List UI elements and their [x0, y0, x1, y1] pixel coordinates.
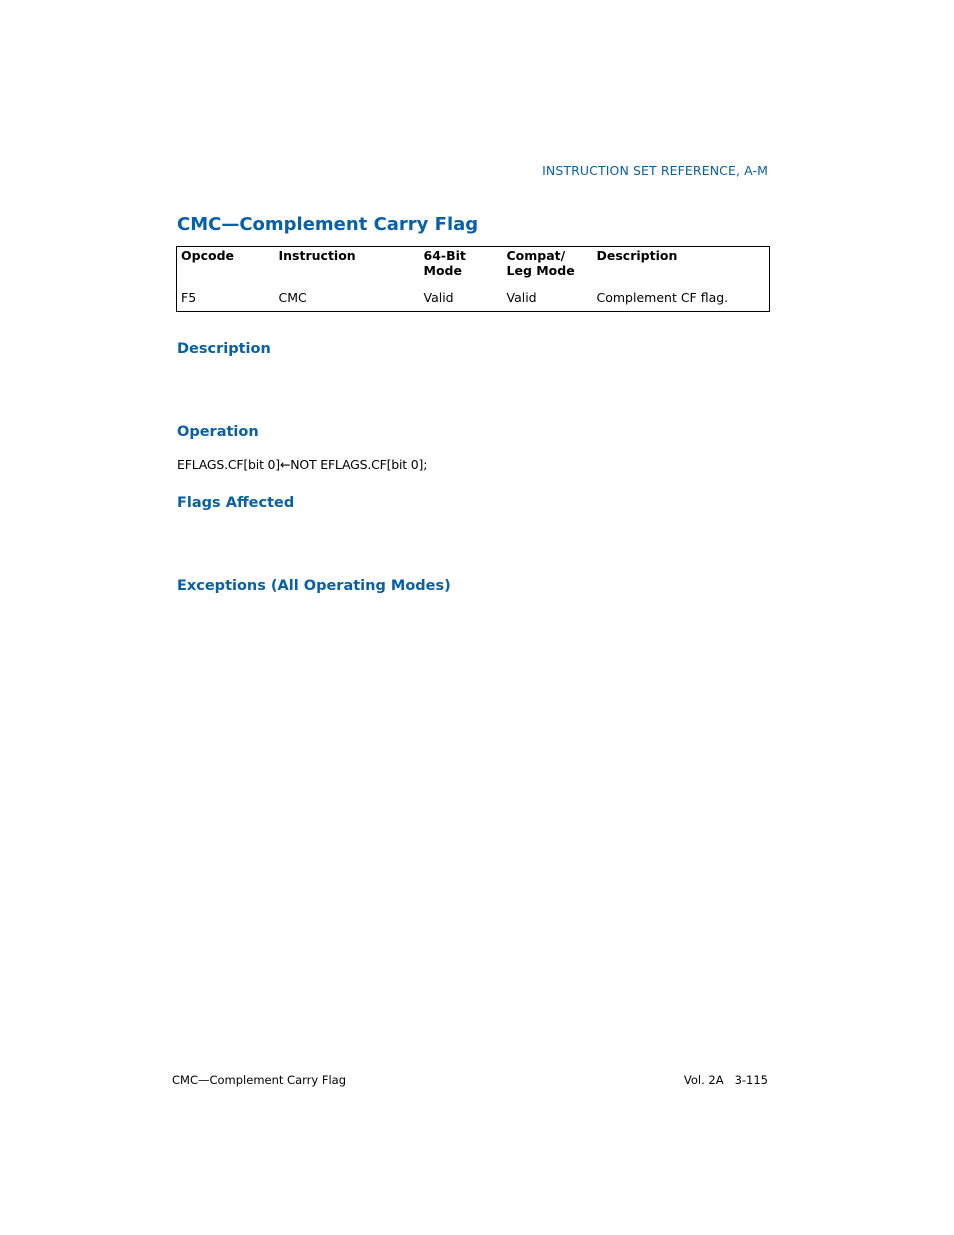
footer-page-number: Vol. 2A 3-115	[683, 1073, 768, 1087]
header-64-bit-mode: 64-Bit Mode	[423, 248, 466, 278]
cell-description: Complement CF flag.	[596, 290, 729, 305]
table-header-row	[177, 247, 770, 289]
section-heading-flags-affected: Flags Affected	[177, 495, 295, 511]
table-row	[177, 288, 770, 312]
footer-title: CMC—Complement Carry Flag	[172, 1073, 346, 1087]
header-opcode: Opcode	[181, 248, 234, 263]
cell-instruction: CMC	[278, 290, 307, 305]
section-heading-description: Description	[177, 341, 271, 357]
section-heading-exceptions: Exceptions (All Operating Modes)	[177, 578, 451, 594]
header-description: Description	[596, 248, 678, 263]
header-instruction: Instruction	[278, 248, 356, 263]
opcode-table	[176, 246, 770, 312]
page-title: CMC—Complement Carry Flag	[177, 214, 479, 235]
cell-opcode: F5	[181, 290, 197, 305]
cell-compat-leg-mode: Valid	[506, 290, 537, 305]
operation-code: EFLAGS.CF[bit 0]←NOT EFLAGS.CF[bit 0];	[177, 457, 428, 472]
header-compat-leg-mode: Compat/ Leg Mode	[506, 248, 575, 278]
running-header: INSTRUCTION SET REFERENCE, A-M	[542, 163, 768, 178]
cell-64-bit-mode: Valid	[423, 290, 454, 305]
section-heading-operation: Operation	[177, 424, 259, 440]
